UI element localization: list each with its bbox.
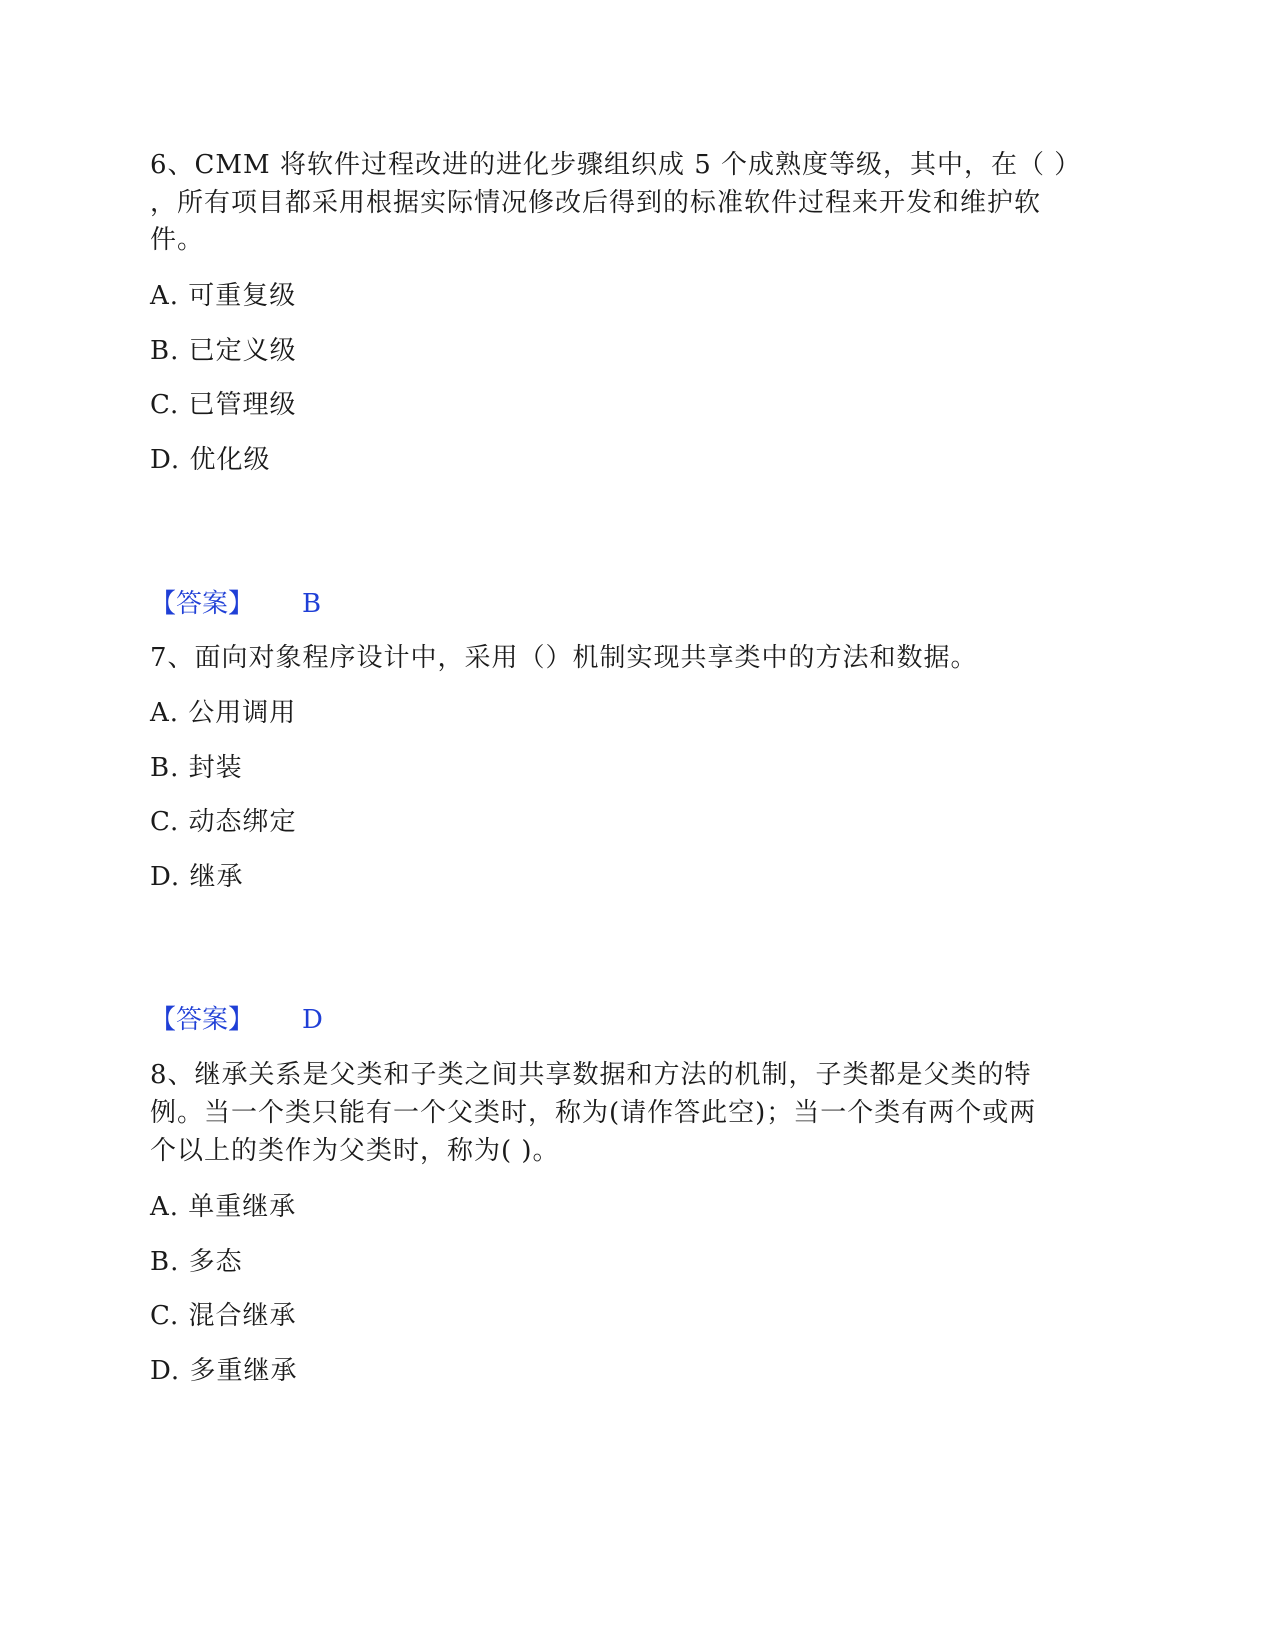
question-6-option-b: B. 已定义级 bbox=[150, 336, 297, 366]
question-6-stem-line-3: 件。 bbox=[150, 225, 205, 255]
question-7-option-d: D. 继承 bbox=[150, 862, 244, 892]
answer-label: 【答案】 bbox=[150, 1005, 255, 1035]
question-6-option-a: A. 可重复级 bbox=[150, 281, 297, 311]
question-7-option-c: C. 动态绑定 bbox=[150, 807, 297, 837]
question-6-stem-line-2: ，所有项目都采用根据实际情况修改后得到的标准软件过程来开发和维护软 bbox=[150, 188, 1042, 218]
question-7-option-a: A. 公用调用 bbox=[150, 698, 297, 728]
answer-value: B bbox=[302, 589, 322, 619]
question-8-option-b: B. 多态 bbox=[150, 1247, 243, 1277]
question-6-option-c: C. 已管理级 bbox=[150, 390, 297, 420]
question-7-option-b: B. 封装 bbox=[150, 753, 243, 783]
question-8-stem-line-2: 例。当一个类只能有一个父类时，称为(请作答此空)；当一个类有两个或两 bbox=[150, 1098, 1037, 1128]
answer-label: 【答案】 bbox=[150, 589, 255, 619]
question-8-option-d: D. 多重继承 bbox=[150, 1356, 298, 1386]
question-8-stem-line-1: 8、继承关系是父类和子类之间共享数据和方法的机制，子类都是父类的特 bbox=[150, 1060, 1032, 1090]
question-8-option-a: A. 单重继承 bbox=[150, 1192, 297, 1222]
answer-value: D bbox=[302, 1005, 323, 1035]
question-7-stem-line-1: 7、面向对象程序设计中，采用（）机制实现共享类中的方法和数据。 bbox=[150, 643, 978, 673]
question-7-answer bbox=[150, 1000, 323, 1040]
question-6-answer bbox=[150, 584, 321, 624]
question-6-option-d: D. 优化级 bbox=[150, 445, 271, 475]
question-8-option-c: C. 混合继承 bbox=[150, 1301, 297, 1331]
question-6-stem-line-1: 6、CMM 将软件过程改进的进化步骤组织成 5 个成熟度等级，其中，在（ ） bbox=[150, 150, 1082, 180]
question-8-stem-line-3: 个以上的类作为父类时，称为( )。 bbox=[150, 1136, 560, 1166]
